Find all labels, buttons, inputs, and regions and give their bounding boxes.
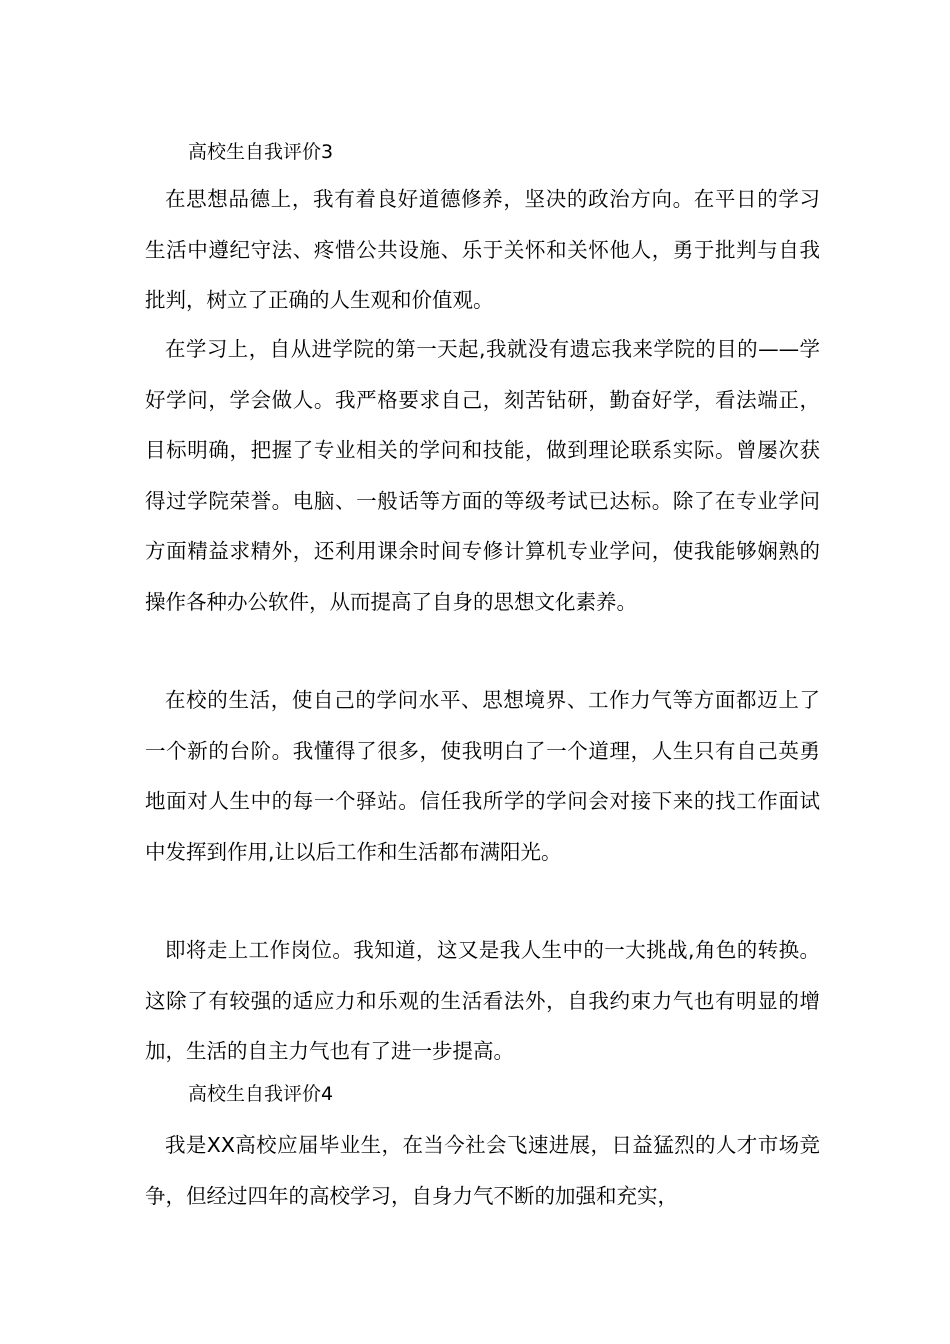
paragraph-career: 即将走上工作岗位。我知道，这又是我人生中的一大挑战,角色的转换。这除了有较强的适应力和乐观的生活看法外，自我约束力气也有明显的增加，生活的自主力气也有了进一步提高。: [145, 938, 820, 1063]
paragraph-study: 在学习上，自从进学院的第一天起,我就没有遗忘我来学院的目的——学好学问，学会做人。我严格要求自己，刻苦钻研，勤奋好学，看法端正，目标明确，把握了专业相关的学问和技能，做到理论联系实际。曾屡次获得过学院荣誉。电脑、一般话等方面的等级考试已达标。除了在专业学问方面精益求精外，还利用课余时间专修计算机专业学问，使我能够娴熟的操作各种办公软件，从而提高了自身的思想文化素养。: [145, 337, 820, 614]
paragraph-campus-life: 在校的生活，使自己的学问水平、思想境界、工作力气等方面都迈上了一个新的台阶。我懂得了很多，使我明白了一个道理，人生只有自己英勇地面对人生中的每一个驿站。信任我所学的学问会对接下来的找工作面试中发挥到作用,让以后工作和生活都布满阳光。: [145, 688, 820, 864]
section-heading-4: 高校生自我评价4: [188, 1083, 334, 1105]
section-heading-3: 高校生自我评价3: [188, 141, 334, 163]
paragraph-moral: 在思想品德上，我有着良好道德修养，坚决的政治方向。在平日的学习生活中遵纪守法、疼惜公共设施、乐于关怀和关怀他人，勇于批判与自我批判，树立了正确的人生观和价值观。: [145, 187, 820, 312]
paragraph-intro: 我是XX高校应届毕业生，在当今社会飞速进展，日益猛烈的人才市场竞争，但经过四年的高校学习，自身力气不断的加强和充实，: [145, 1133, 820, 1208]
